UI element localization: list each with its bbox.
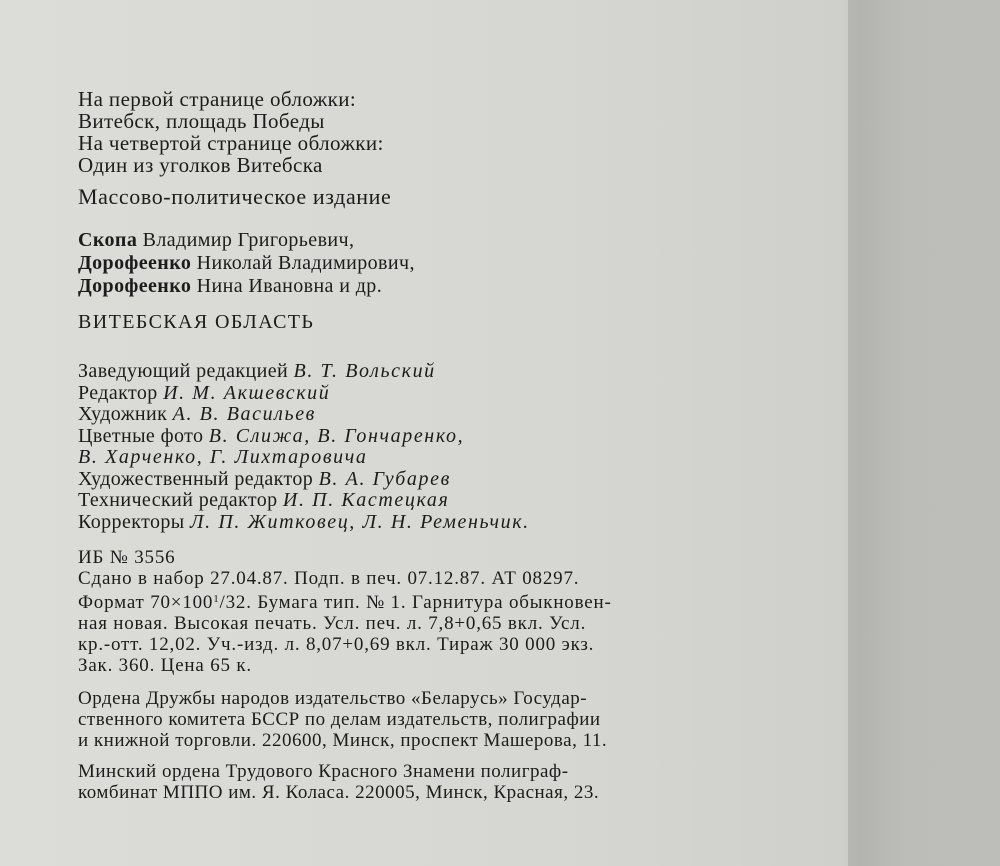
cover-line-4: Один из уголков Витебска	[78, 153, 323, 177]
author-2-surname: Дорофеенко	[78, 252, 192, 274]
author-3-surname: Дорофеенко	[78, 275, 192, 297]
printer-info	[78, 761, 818, 803]
imprint-format-fraction-numerator: 1	[213, 593, 220, 605]
author-1-name: Владимир Григорьевич,	[137, 229, 355, 251]
staff-name: А. В. Васильев	[172, 403, 316, 425]
staff-row	[78, 361, 818, 383]
author-1-surname: Скопа	[78, 229, 138, 251]
staff-row	[78, 469, 818, 491]
edition-type: Массово-политическое издание	[78, 184, 392, 209]
page-edge-shadow	[848, 0, 1000, 866]
author-1	[78, 229, 818, 252]
staff-name: В. Т. Вольский	[293, 360, 436, 382]
staff-role: Технический редактор	[78, 489, 283, 511]
imprint-paper: . Бумага тип. № 1. Гарнитура обыкновен-	[246, 592, 612, 613]
staff-row	[78, 426, 818, 448]
imprint-line-4: кр.-отт. 12,02. Уч.-изд. л. 8,07+0,69 вкл. Тираж 30 000 экз.	[78, 634, 595, 655]
staff-role: Корректоры	[78, 510, 190, 533]
staff-row	[78, 383, 818, 405]
imprint-line-1: Сдано в набор 27.04.87. Подп. в печ. 07.12.87. АТ 08297.	[78, 568, 580, 589]
author-3-name: Нина Ивановна и др.	[191, 275, 383, 297]
imprint-ib-number: ИБ № 3556	[78, 547, 176, 568]
staff-row	[78, 512, 818, 534]
author-3	[78, 275, 818, 298]
printer-line-1: Минский ордена Трудового Красного Знамени полиграф-	[78, 761, 569, 782]
staff-role: Заведующий редакцией	[78, 360, 294, 382]
staff-role: Художник	[78, 403, 173, 425]
cover-line-2: Витебск, площадь Победы	[78, 109, 325, 133]
publisher-line-2: ственного комитета БССР по делам издательств, полиграфии	[78, 709, 601, 730]
authors-list	[78, 229, 818, 298]
cover-line-1: На первой странице обложки:	[78, 87, 357, 111]
staff-row	[78, 404, 818, 426]
printer-line-2: комбинат МППО им. Я. Коласа. 220005, Минск, Красная, 23.	[78, 782, 600, 803]
publisher-info	[78, 688, 818, 751]
cover-line-3: На четвертой странице обложки:	[78, 131, 384, 155]
staff-name: И. П. Кастецкая	[282, 489, 450, 511]
staff-name: В. Слижа, В. Гончаренко,	[208, 424, 465, 447]
author-2	[78, 252, 818, 275]
author-2-name: Николай Владимирович,	[191, 252, 415, 274]
print-imprint	[78, 547, 818, 676]
publisher-line-1: Ордена Дружбы народов издательство «Беларусь» Государ-	[78, 688, 588, 709]
book-title: ВИТЕБСКАЯ ОБЛАСТЬ	[78, 311, 315, 333]
editorial-staff	[78, 361, 818, 533]
staff-name: В. А. Губарев	[318, 467, 451, 490]
imprint-format-fraction-denominator: /32	[219, 592, 247, 613]
staff-name: В. Харченко, Г. Лихтаровича	[78, 446, 368, 468]
publisher-line-3: и книжной торговли. 220600, Минск, проспект Машерова, 11.	[78, 730, 608, 751]
imprint-format: Формат 70×100	[78, 592, 214, 613]
imprint-line-5: Зак. 360. Цена 65 к.	[78, 655, 252, 676]
staff-role: Редактор	[78, 381, 164, 404]
staff-role: Цветные фото	[78, 424, 209, 447]
imprint-line-3: ная новая. Высокая печать. Усл. печ. л. 7,8+0,65 вкл. Усл.	[78, 613, 587, 634]
cover-notes	[78, 88, 818, 176]
staff-role: Художественный редактор	[78, 467, 319, 490]
staff-name: Л. П. Житковец, Л. Н. Ременьчик.	[190, 510, 530, 533]
staff-name: И. М. Акшевский	[163, 381, 331, 404]
colophon-page	[78, 88, 818, 803]
staff-row	[78, 490, 818, 512]
imprint-line-2	[78, 589, 818, 613]
staff-row	[78, 447, 818, 469]
